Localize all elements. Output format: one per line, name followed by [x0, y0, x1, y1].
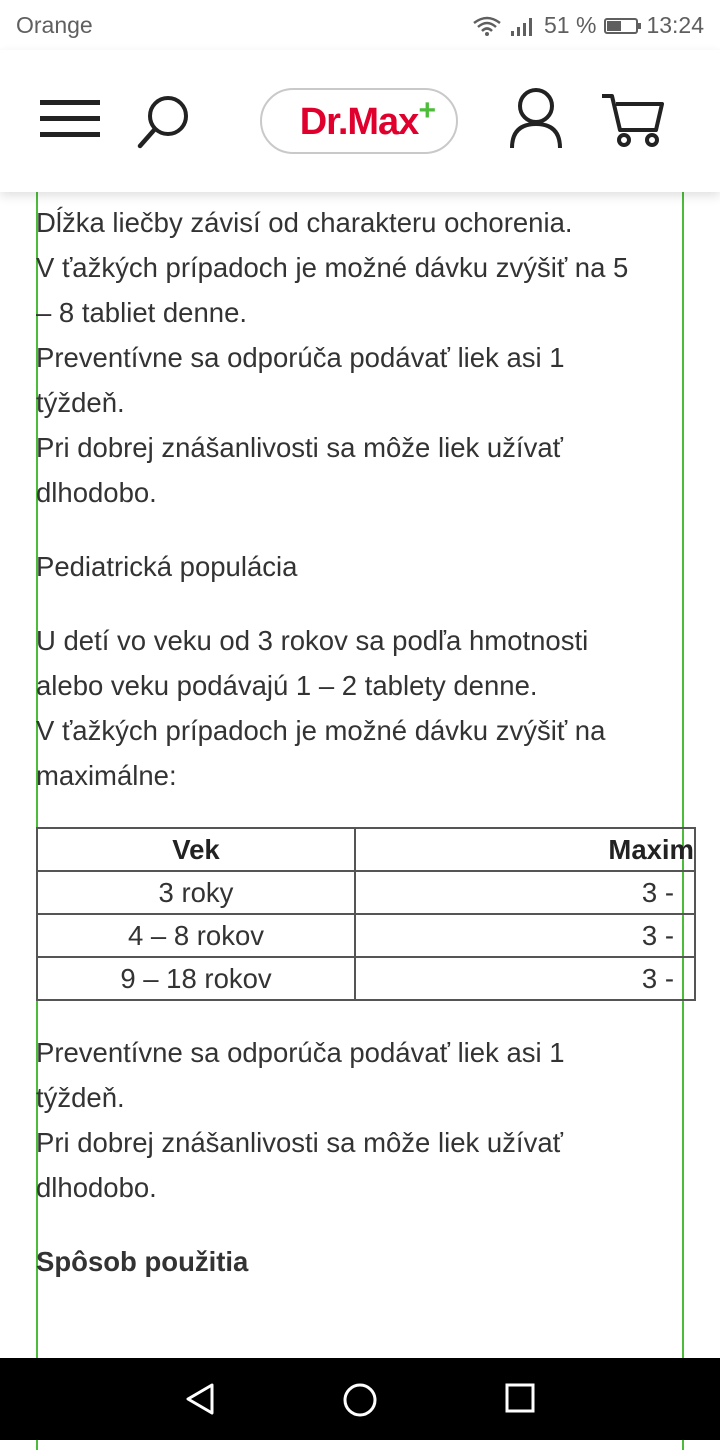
table-cell-max: 3 -	[355, 914, 695, 957]
app-header	[0, 50, 720, 192]
dosage-content	[36, 200, 694, 1360]
table-header-age: Vek	[37, 828, 355, 871]
battery-percent: 51 %	[544, 12, 597, 38]
table-row	[37, 871, 695, 914]
recents-icon[interactable]	[504, 1382, 536, 1414]
table-cell-max: 3 -	[355, 957, 695, 1000]
dose-table	[36, 827, 696, 1001]
clock: 13:24	[646, 12, 704, 38]
drmax-logo[interactable]	[260, 88, 458, 154]
back-icon[interactable]	[184, 1382, 218, 1416]
table-row	[37, 914, 695, 957]
table-cell-age: 9 – 18 rokov	[37, 957, 355, 1000]
table-header-max: Maxim	[355, 828, 695, 871]
system-nav-bar	[0, 1358, 720, 1440]
pediatric-heading: Pediatrická populácia	[36, 551, 298, 582]
status-bar	[0, 0, 720, 50]
paragraph-treatment-length: Dĺžka liečby závisí od charakteru ochorenia.	[36, 207, 573, 238]
signal-icon	[510, 15, 536, 37]
search-icon[interactable]	[136, 94, 192, 150]
paragraph-preventive-children: Preventívne sa odporúča podávať liek asi 1 týždeň.	[36, 1037, 565, 1113]
user-icon[interactable]	[508, 86, 564, 150]
status-icons	[464, 12, 704, 39]
battery-fill	[607, 21, 621, 31]
paragraph-tolerance: Pri dobrej znášanlivosti sa môže liek užívať dlhodobo.	[36, 432, 563, 508]
table-cell-age: 3 roky	[37, 871, 355, 914]
table-cell-max: 3 -	[355, 871, 695, 914]
table-row	[37, 957, 695, 1000]
battery-icon	[604, 18, 638, 34]
paragraph-preventive: Preventívne sa odporúča podávať liek asi 1 týždeň.	[36, 342, 565, 418]
wifi-icon	[472, 15, 502, 37]
section-heading-usage: Spôsob použitia	[36, 1246, 249, 1277]
home-icon[interactable]	[342, 1382, 378, 1418]
table-header-row	[37, 828, 695, 871]
menu-icon[interactable]	[40, 98, 100, 140]
cart-icon[interactable]	[600, 90, 666, 150]
logo-plus-icon: +	[418, 94, 436, 127]
paragraph-children-max: V ťažkých prípadoch je možné dávku zvýšiť na maximálne:	[36, 715, 606, 791]
carrier-name: Orange	[16, 12, 93, 38]
dose-table-wrapper[interactable]	[36, 827, 694, 1001]
paragraph-tolerance-children: Pri dobrej znášanlivosti sa môže liek užívať dlhodobo.	[36, 1127, 563, 1203]
paragraph-children-dose: U detí vo veku od 3 rokov sa podľa hmotnosti alebo veku podávajú 1 – 2 tablety denne.	[36, 625, 589, 701]
table-cell-age: 4 – 8 rokov	[37, 914, 355, 957]
paragraph-severe-cases: V ťažkých prípadoch je možné dávku zvýšiť na 5 – 8 tabliet denne.	[36, 252, 629, 328]
logo-text: Dr.Max	[299, 100, 419, 143]
